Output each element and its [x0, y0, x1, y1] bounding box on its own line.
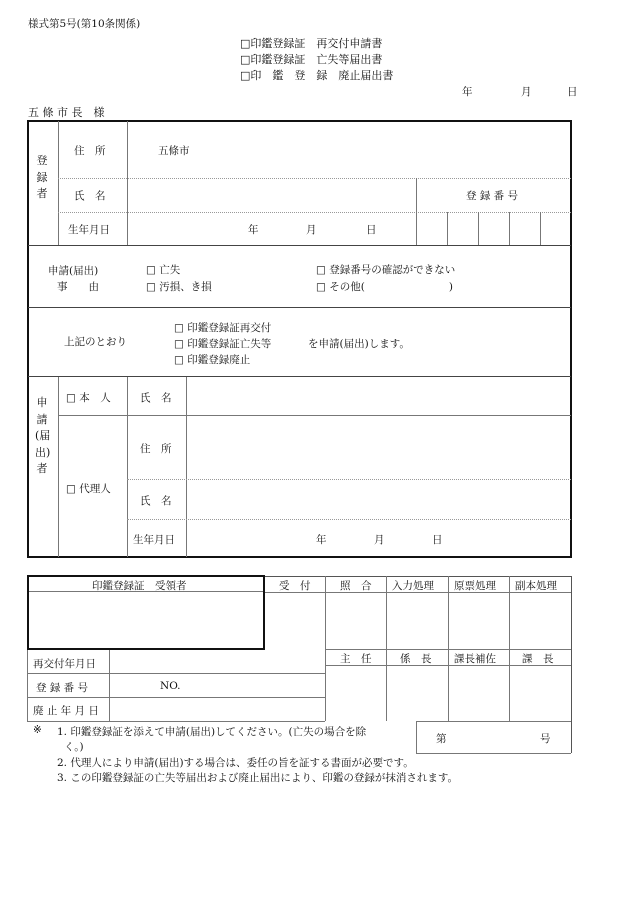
reason-unconfirmed-checkbox[interactable]: □ 登録番号の確認ができない	[316, 264, 456, 276]
note-3: 3. この印鑑登録証の亡失等届出および廃止届出により、印鑑の登録が抹消されます。	[57, 772, 459, 784]
col-copy: 副本処理	[515, 580, 557, 592]
reissue-date-label: 再交付年月日	[33, 658, 96, 670]
addressee: 五 條 市 長 様	[28, 106, 105, 119]
col-assistant-director: 課長補佐	[454, 653, 496, 665]
go-label: 号	[540, 733, 551, 745]
dob-month: 月	[306, 224, 317, 236]
agent-dob-day: 日	[432, 534, 443, 546]
date-day: 日	[567, 86, 578, 98]
request-lead: 上記のとおり	[64, 336, 127, 348]
request-abolish-checkbox[interactable]: □ 印鑑登録廃止	[174, 354, 251, 366]
office-reg-no-label: 登 録 番 号	[36, 682, 89, 694]
address-value[interactable]: 五條市	[158, 145, 190, 157]
agent-dob-label: 生年月日	[133, 534, 175, 546]
registrant-label: 登録者	[36, 154, 48, 200]
note-1b: く。)	[64, 741, 84, 753]
reason-label-2: 事 由	[57, 281, 99, 293]
abolish-date-label: 廃 止 年 月 日	[33, 705, 99, 717]
note-1a: 1. 印鑑登録証を添えて申請(届出)してください。(亡失の場合を除	[57, 726, 367, 738]
dob-day: 日	[366, 224, 377, 236]
agent-dob-year: 年	[316, 534, 327, 546]
receiver-label: 印鑑登録証 受領者	[92, 580, 187, 592]
reg-no-prefix: NO.	[160, 680, 181, 692]
note-mark: ※	[33, 724, 42, 736]
reason-damaged-checkbox[interactable]: □ 汚損、き損	[146, 281, 212, 293]
col-original: 原票処理	[454, 580, 496, 592]
title-reissue: □印鑑登録証 再交付申請書	[240, 37, 383, 50]
name-label: 氏 名	[74, 190, 106, 202]
request-loss-checkbox[interactable]: □ 印鑑登録証亡失等	[174, 338, 272, 350]
request-reissue-checkbox[interactable]: □ 印鑑登録証再交付	[174, 322, 272, 334]
reason-lost-checkbox[interactable]: □ 亡失	[146, 264, 181, 276]
applicant-name-label: 氏 名	[140, 392, 172, 404]
reg-no-label: 登 録 番 号	[466, 190, 519, 202]
dob-year: 年	[248, 224, 259, 236]
agent-checkbox[interactable]: □ 代理人	[66, 483, 111, 495]
col-verify: 照 合	[340, 580, 372, 592]
request-tail: を申請(届出)します。	[308, 338, 410, 350]
title-loss: □印鑑登録証 亡失等届出書	[240, 53, 383, 66]
col-input: 入力処理	[392, 580, 434, 592]
agent-name-label: 氏 名	[140, 495, 172, 507]
self-checkbox[interactable]: □ 本 人	[66, 392, 111, 404]
agent-address-label: 住 所	[140, 443, 172, 455]
date-month: 月	[521, 86, 532, 98]
reason-label-1: 申請(届出)	[48, 265, 99, 277]
address-label: 住 所	[74, 145, 106, 157]
col-director: 課 長	[522, 653, 554, 665]
date-year: 年	[462, 86, 473, 98]
dai-label: 第	[436, 733, 447, 745]
col-chief: 主 任	[340, 653, 372, 665]
col-section-head: 係 長	[400, 653, 432, 665]
note-2: 2. 代理人により申請(届出)する場合は、委任の旨を証する書面が必要です。	[57, 757, 414, 769]
applicant-label: 申請(届出)者	[35, 396, 51, 475]
agent-dob-month: 月	[374, 534, 385, 546]
reason-other-checkbox[interactable]: □ その他( )	[316, 281, 453, 293]
dob-label: 生年月日	[68, 224, 110, 236]
col-receipt: 受 付	[279, 580, 311, 592]
form-number: 様式第5号(第10条関係)	[28, 18, 141, 30]
title-abolish: □印 鑑 登 録 廃止届出書	[240, 69, 394, 82]
